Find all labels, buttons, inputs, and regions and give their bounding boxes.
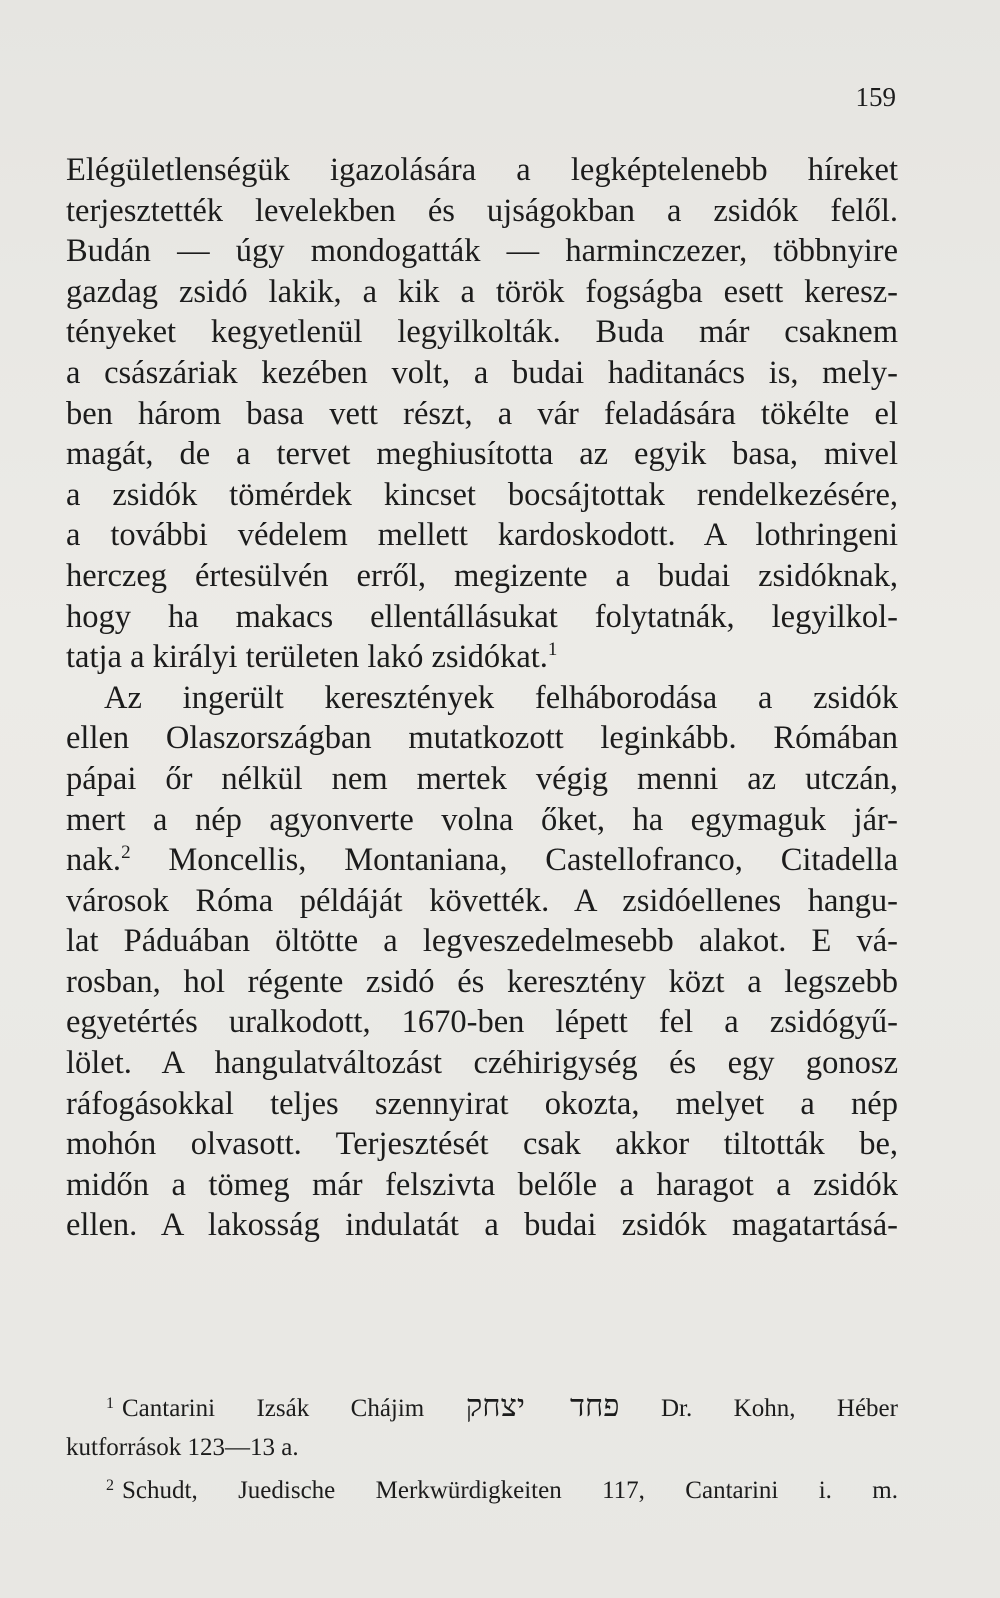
hebrew-title: פחד יצחק — [465, 1388, 620, 1424]
text-line: Budán — úgy mondogatták — harminczezer, többnyire — [66, 233, 898, 270]
text-line: Elégületlenségük igazolására a legképtelenebb híreket — [66, 152, 898, 188]
footnote-reference-1: 1 — [547, 639, 558, 661]
text-line-with-footnote — [66, 637, 898, 678]
text-line: rosban, hol régente zsidó és keresztény közt a legszebb — [66, 963, 898, 1000]
text-line: a császáriak kezében volt, a budai haditanács is, mely- — [66, 354, 898, 391]
text-fragment: nak. — [66, 842, 122, 879]
text-line: lat Páduában öltötte a legveszedelmesebb alakot. E vá- — [66, 923, 898, 960]
text-line: a további védelem mellett kardoskodott. A lothringeni — [66, 517, 898, 554]
text-line: a zsidók tömérdek kincset bocsájtottak rendelkezésére, — [66, 476, 898, 513]
text-line: egyetértés uralkodott, 1670-ben lépett fel a zsidógyű- — [66, 1004, 898, 1041]
footnotes — [66, 1385, 898, 1511]
footnote-1-line-2: kutforrások 123—13 a. — [66, 1433, 299, 1461]
text-line: tatja a királyi területen lakó zsidókat. — [66, 639, 548, 676]
text-line: ben három basa vett részt, a vár feladására tökélte el — [66, 395, 898, 432]
footnote-2 — [66, 1467, 898, 1511]
text-line: városok Róma példáját követték. A zsidóellenes hangu- — [66, 882, 898, 919]
text-fragment: Moncellis, Montaniana, Castellofranco, Citadella — [168, 842, 899, 879]
text-line: terjesztették levelekben és ujságokban a zsidók felől. — [66, 192, 898, 229]
text-line: ráfogásokkal teljes szennyirat okozta, melyet a nép — [66, 1085, 898, 1122]
footnote-2-text: Schudt, Juedische Merkwürdigkeiten 117, Cantarini i. m. — [122, 1477, 898, 1504]
text-line: ellen. A lakosság indulatát a budai zsidók magatartásá- — [66, 1207, 898, 1244]
text-line: mohón olvasott. Terjesztését csak akkor tiltották be, — [66, 1126, 898, 1163]
text-line: pápai őr nélkül nem mertek végig menni az utczán, — [66, 760, 898, 797]
text-line: herczeg értesülvén erről, megizente a budai zsidóknak, — [66, 557, 898, 594]
footnote-1-text-cont: Dr. Kohn, Héber — [660, 1395, 898, 1422]
text-line: lölet. A hangulatváltozást czéhirigység és egy gonosz — [66, 1045, 898, 1082]
text-line: ellen Olaszországban mutatkozott leginkább. Rómában — [66, 720, 898, 757]
footnote-reference-2: 2 — [121, 842, 131, 864]
text-line: hogy ha makacs ellentállásukat folytatnák, legyilkol- — [66, 598, 898, 635]
text-line: tényeket kegyetlenül legyilkolták. Buda már csaknem — [66, 314, 898, 351]
text-line: midőn a tömeg már felszivta belőle a haragot a zsidók — [66, 1166, 898, 1203]
text-line: gazdag zsidó lakik, a kik a török fogságba esett keresz- — [66, 273, 898, 310]
footnote-1 — [66, 1385, 898, 1429]
footnote-1-text: Cantarini Izsák Chájim — [122, 1395, 425, 1422]
footnote-marker-2: 2 — [106, 1477, 114, 1494]
page-number: 159 — [855, 82, 896, 112]
text-line: Az ingerült keresztények felháborodása a zsidók — [104, 679, 898, 716]
footnote-marker-1: 1 — [106, 1395, 114, 1412]
text-line-with-footnote — [66, 840, 898, 881]
text-line: mert a nép agyonverte volna őket, ha egymaguk jár- — [66, 801, 898, 838]
text-line: magát, de a tervet meghiusította az egyik basa, mivel — [66, 436, 898, 473]
main-text — [66, 150, 898, 1246]
